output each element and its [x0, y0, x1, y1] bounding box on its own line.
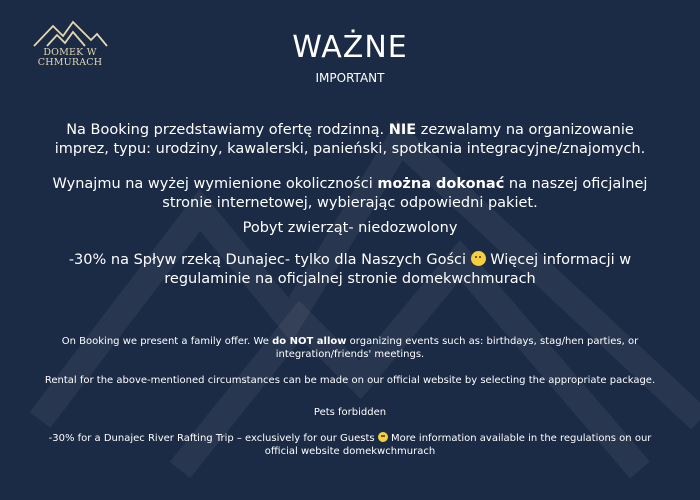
- pl-p4-text-after: Więcej informacji w regulaminie na oficjalnej stronie domekwchmurach: [164, 252, 632, 287]
- pl-p1-text-after: zezwalamy na organizowanie imprez, typu: urodziny, kawalerski, panieński, spotkania integracyjne/znajomych.: [54, 122, 646, 157]
- polish-paragraph-events: [40, 121, 660, 159]
- pl-p2-bold: można dokonać: [377, 176, 505, 192]
- english-paragraph-discount: [40, 432, 660, 458]
- english-paragraph-pets: Pets forbidden: [313, 407, 387, 418]
- logo-text-line2: CHMURACH: [37, 57, 103, 68]
- polish-paragraph-discount: [40, 251, 660, 289]
- en-p1-text-after: organizing events such as: birthdays, stag/hen parties, or integration/friends' meetings.: [275, 336, 639, 360]
- polish-paragraph-pets: Pobyt zwierząt- niedozwolony: [242, 220, 458, 236]
- polish-paragraph-rental: [40, 175, 660, 213]
- pl-p4-text-before: -30% na Spływ rzeką Dunajec- tylko dla Naszych Gości: [68, 252, 467, 268]
- pl-p1-text-before: Na Booking przedstawiamy ofertę rodzinną.: [66, 122, 389, 138]
- pl-p1-bold: NIE: [388, 122, 417, 138]
- slightly-smiling-face-icon: [378, 432, 388, 442]
- slightly-smiling-face-icon: [471, 251, 486, 266]
- en-p4-text-before: -30% for a Dunajec River Rafting Trip – exclusively for our Guests: [48, 433, 375, 444]
- logo-text-line1: DOMEK W: [43, 47, 97, 58]
- page-subtitle: IMPORTANT: [315, 71, 385, 85]
- en-p1-bold: do NOT allow: [272, 336, 347, 347]
- en-p4-text-after: More information available in the regulations on our official website domekwchmurach: [264, 433, 652, 457]
- page-title: WAŻNE: [292, 30, 408, 65]
- pl-p2-text-after: na naszej oficjalnej stronie internetowej, wybierając odpowiedni pakiet.: [162, 176, 648, 211]
- english-paragraph-events: [40, 335, 660, 361]
- pl-p2-text-before: Wynajmu na wyżej wymienione okoliczności: [52, 176, 378, 192]
- en-p1-text-before: On Booking we present a family offer. We: [61, 336, 273, 347]
- english-paragraph-rental: Rental for the above-mentioned circumstances can be made on our official website by selecting the appropriate package.: [44, 375, 656, 386]
